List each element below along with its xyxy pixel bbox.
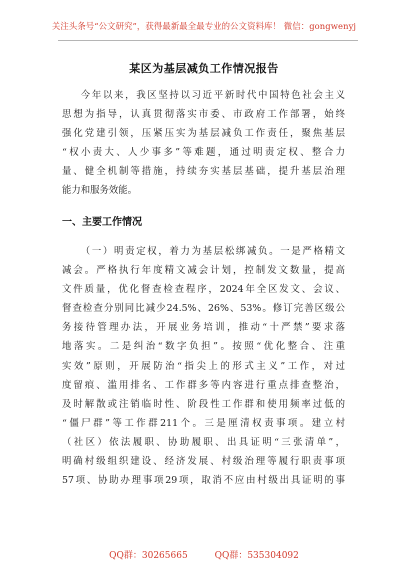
intro-line: 今年以来，我区坚持以习近平新时代中国特色社会主义 — [80, 90, 345, 101]
paragraph-line: 文件质量，优化督查检查程序，2024年全区发文、会议、 — [62, 284, 345, 296]
paragraph-line: 实效”原则，开展防治“指尖上的形式主义”工作，对过 — [62, 360, 345, 372]
paragraph-line: 57项、协助办理事项29项，取消不应由村级出具证明的事 — [62, 475, 345, 487]
paragraph-line: “僵尸群”等工作群211个。三是厘清权责事项。建立村 — [62, 417, 345, 429]
intro-line: 能力和服务效能。 — [62, 185, 138, 197]
paragraph-line: 务接待管理办法，开展业务培训，推动“十严禁”要求落 — [62, 322, 345, 334]
paragraph-line: （社区）依法履职、协助履职、出具证明“三张清单”， — [62, 436, 345, 448]
section-paragraph — [62, 242, 345, 490]
footer-qq-group-1: QQ群：30265665 — [109, 551, 188, 561]
paragraph-line: 度留痕、滥用排名、工作群多等内容进行重点排查整治， — [62, 379, 345, 391]
intro-line: “权小责大、人少事多”等难题，通过明责定权、整合力 — [62, 147, 345, 159]
intro-line: 强化党建引领，压紧压实为基层减负工作责任，聚焦基层 — [62, 128, 345, 140]
header-banner: 关注头条号“公文研究”，获得最新最全最专业的公文资料库！ 微信：gongwenyj — [51, 21, 357, 31]
header-divider — [58, 40, 358, 41]
section-heading: 一、主要工作情况 — [62, 217, 142, 228]
footer-contacts — [0, 548, 408, 561]
intro-paragraph — [62, 86, 345, 201]
footer-qq-group-2: QQ群：535304092 — [214, 551, 299, 561]
paragraph-line: 地落实。二是纠治“数字负担”。按照“优化整合、注重 — [62, 341, 345, 353]
paragraph-line: 及时解散或注销临时性、阶段性工作群和使用频率过低的 — [62, 398, 345, 410]
document-title: 某区为基层减负工作情况报告 — [129, 62, 279, 75]
paragraph-line: 督查检查分别同比减少24.5%、26%、53%。修订完善区级公 — [62, 303, 345, 315]
intro-line: 思想为指导，认真贯彻落实市委、市政府工作部署，始终 — [62, 109, 345, 121]
paragraph-line: （一）明责定权，着力为基层松绑减负。一是严格精文 — [80, 246, 345, 257]
paragraph-line: 减会。严格执行年度精文减会计划，控制发文数量，提高 — [62, 265, 345, 277]
intro-line: 量、健全机制等措施，持续夯实基层基础，提升基层治理 — [62, 166, 345, 178]
paragraph-line: 明确村级组织建设、经济发展、村级治理等履行职责事项 — [62, 456, 345, 468]
